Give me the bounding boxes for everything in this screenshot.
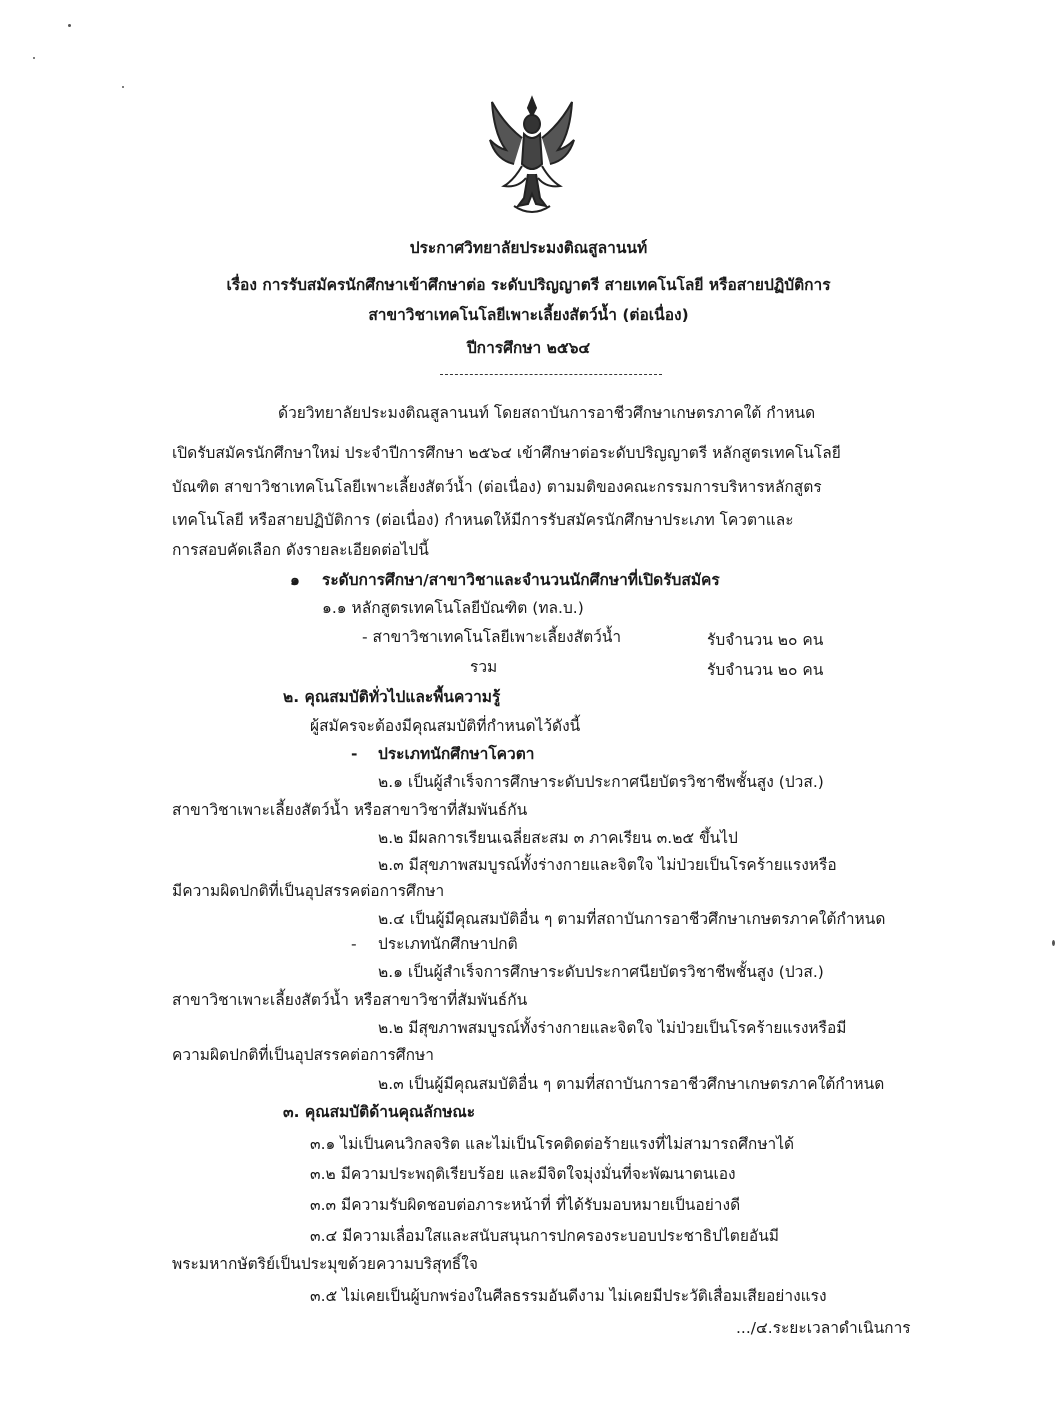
scan-speck [68,24,71,27]
normal-heading: ประเภทนักศึกษาปกติ [378,935,518,953]
quota-dash: - [351,745,358,763]
section1-heading: ระดับการศึกษา/สาขาวิชาและจำนวนนักศึกษาที่เปิดรับสมัคร [322,571,720,589]
section1-total-label: รวม [470,658,498,676]
title-line-2: เรื่อง การรับสมัครนักศึกษาเข้าศึกษาต่อ ระดับปริญญาตรี สายเทคโนโลยี หรือสายปฏิบัติการ [226,276,831,294]
normal-item-2a: ๒.๒ มีสุขภาพสมบูรณ์ทั้งร่างกายและจิตใจ ไม่ป่วยเป็นโรคร้ายแรงหรือมี [378,1019,847,1037]
header-divider [440,374,662,375]
quota-item-2: ๒.๒ มีผลการเรียนเฉลี่ยสะสม ๓ ภาคเรียน ๓.๒๕ ขึ้นไป [378,829,738,847]
section1-total-count: รับจำนวน ๒๐ คน [707,661,824,679]
intro-line-4: เทคโนโลยี หรือสายปฏิบัติการ (ต่อเนื่อง) กำหนดให้มีการรับสมัครนักศึกษาประเภท โควตาและ [172,511,794,529]
normal-item-1b: สาขาวิชาเพาะเลี้ยงสัตว์น้ำ หรือสาขาวิชาที่สัมพันธ์กัน [172,991,528,1009]
section3-item-2: ๓.๒ มีความประพฤติเรียบร้อย และมีจิตใจมุ่งมั่นที่จะพัฒนาตนเอง [310,1165,736,1183]
quota-item-4: ๒.๔ เป็นผู้มีคุณสมบัติอื่น ๆ ตามที่สถาบันการอาชีวศึกษาเกษตรภาคใต้กำหนด [378,910,886,928]
title-line-1: ประกาศวิทยาลัยประมงติณสูลานนท์ [409,239,648,257]
intro-line-3: บัณฑิต สาขาวิชาเทคโนโลยีเพาะเลี้ยงสัตว์น้ำ (ต่อเนื่อง) ตามมติของคณะกรรมการบริหารหลักสูตร [172,478,822,496]
title-line-4: ปีการศึกษา ๒๕๖๔ [466,339,591,357]
scan-speck [33,57,35,59]
section3-item-4a: ๓.๔ มีความเลื่อมใสและสนับสนุนการปกครองระบอบประชาธิปไตยอันมี [310,1227,780,1245]
section3-item-1: ๓.๑ ไม่เป็นคนวิกลจริต และไม่เป็นโรคติดต่อร้ายแรงที่ไม่สามารถศึกษาได้ [310,1135,795,1153]
section2-lead: ผู้สมัครจะต้องมีคุณสมบัติที่กำหนดไว้ดังนี้ [310,717,581,735]
quota-item-3a: ๒.๓ มีสุขภาพสมบูรณ์ทั้งร่างกายและจิตใจ ไม่ป่วยเป็นโรคร้ายแรงหรือ [378,856,837,874]
normal-item-2b: ความผิดปกติที่เป็นอุปสรรคต่อการศึกษา [172,1046,434,1064]
garuda-emblem-icon [484,94,580,220]
intro-line-1: ด้วยวิทยาลัยประมงติณสูลานนท์ โดยสถาบันการอาชีวศึกษาเกษตรภาคใต้ กำหนด [278,404,816,422]
normal-item-3: ๒.๓ เป็นผู้มีคุณสมบัติอื่น ๆ ตามที่สถาบันการอาชีวศึกษาเกษตรภาคใต้กำหนด [378,1075,885,1093]
section1-sub: ๑.๑ หลักสูตรเทคโนโลยีบัณฑิต (ทล.บ.) [322,599,584,617]
quota-item-3b: มีความผิดปกติที่เป็นอุปสรรคต่อการศึกษา [172,882,445,900]
scan-speck [1052,940,1055,946]
intro-line-2: เปิดรับสมัครนักศึกษาใหม่ ประจำปีการศึกษา ๒๕๖๔ เข้าศึกษาต่อระดับปริญญาตรี หลักสูตรเทคโนโลยี [172,444,841,462]
normal-item-1a: ๒.๑ เป็นผู้สำเร็จการศึกษาระดับประกาศนียบัตรวิชาชีพชั้นสูง (ปวส.) [378,963,824,981]
continued-note: .../๔.ระยะเวลาดำเนินการ [736,1319,911,1337]
title-line-3: สาขาวิชาเทคโนโลยีเพาะเลี้ยงสัตว์น้ำ (ต่อเนื่อง) [368,306,689,324]
section3-item-5: ๓.๕ ไม่เคยเป็นผู้บกพร่องในศีลธรรมอันดีงาม ไม่เคยมีประวัติเสื่อมเสียอย่างแรง [310,1287,827,1305]
section1-major: - สาขาวิชาเทคโนโลยีเพาะเลี้ยงสัตว์น้ำ [362,628,622,646]
section3-item-4b: พระมหากษัตริย์เป็นประมุขด้วยความบริสุทธิ์ใจ [172,1255,478,1273]
section1-number: ๑ [290,571,300,589]
section3-heading: ๓. คุณสมบัติด้านคุณลักษณะ [283,1103,476,1121]
section1-major-count: รับจำนวน ๒๐ คน [707,631,824,649]
quota-heading: ประเภทนักศึกษาโควตา [378,745,535,763]
intro-line-5: การสอบคัดเลือก ดังรายละเอียดต่อไปนี้ [172,541,429,559]
quota-item-1a: ๒.๑ เป็นผู้สำเร็จการศึกษาระดับประกาศนียบัตรวิชาชีพชั้นสูง (ปวส.) [378,773,824,791]
scan-speck [122,86,124,88]
section3-item-3: ๓.๓ มีความรับผิดชอบต่อภาระหน้าที่ ที่ได้รับมอบหมายเป็นอย่างดี [310,1196,741,1214]
normal-dash: - [351,935,357,953]
section2-heading: ๒. คุณสมบัติทั่วไปและพื้นความรู้ [283,688,501,706]
quota-item-1b: สาขาวิชาเพาะเลี้ยงสัตว์น้ำ หรือสาขาวิชาที่สัมพันธ์กัน [172,801,528,819]
